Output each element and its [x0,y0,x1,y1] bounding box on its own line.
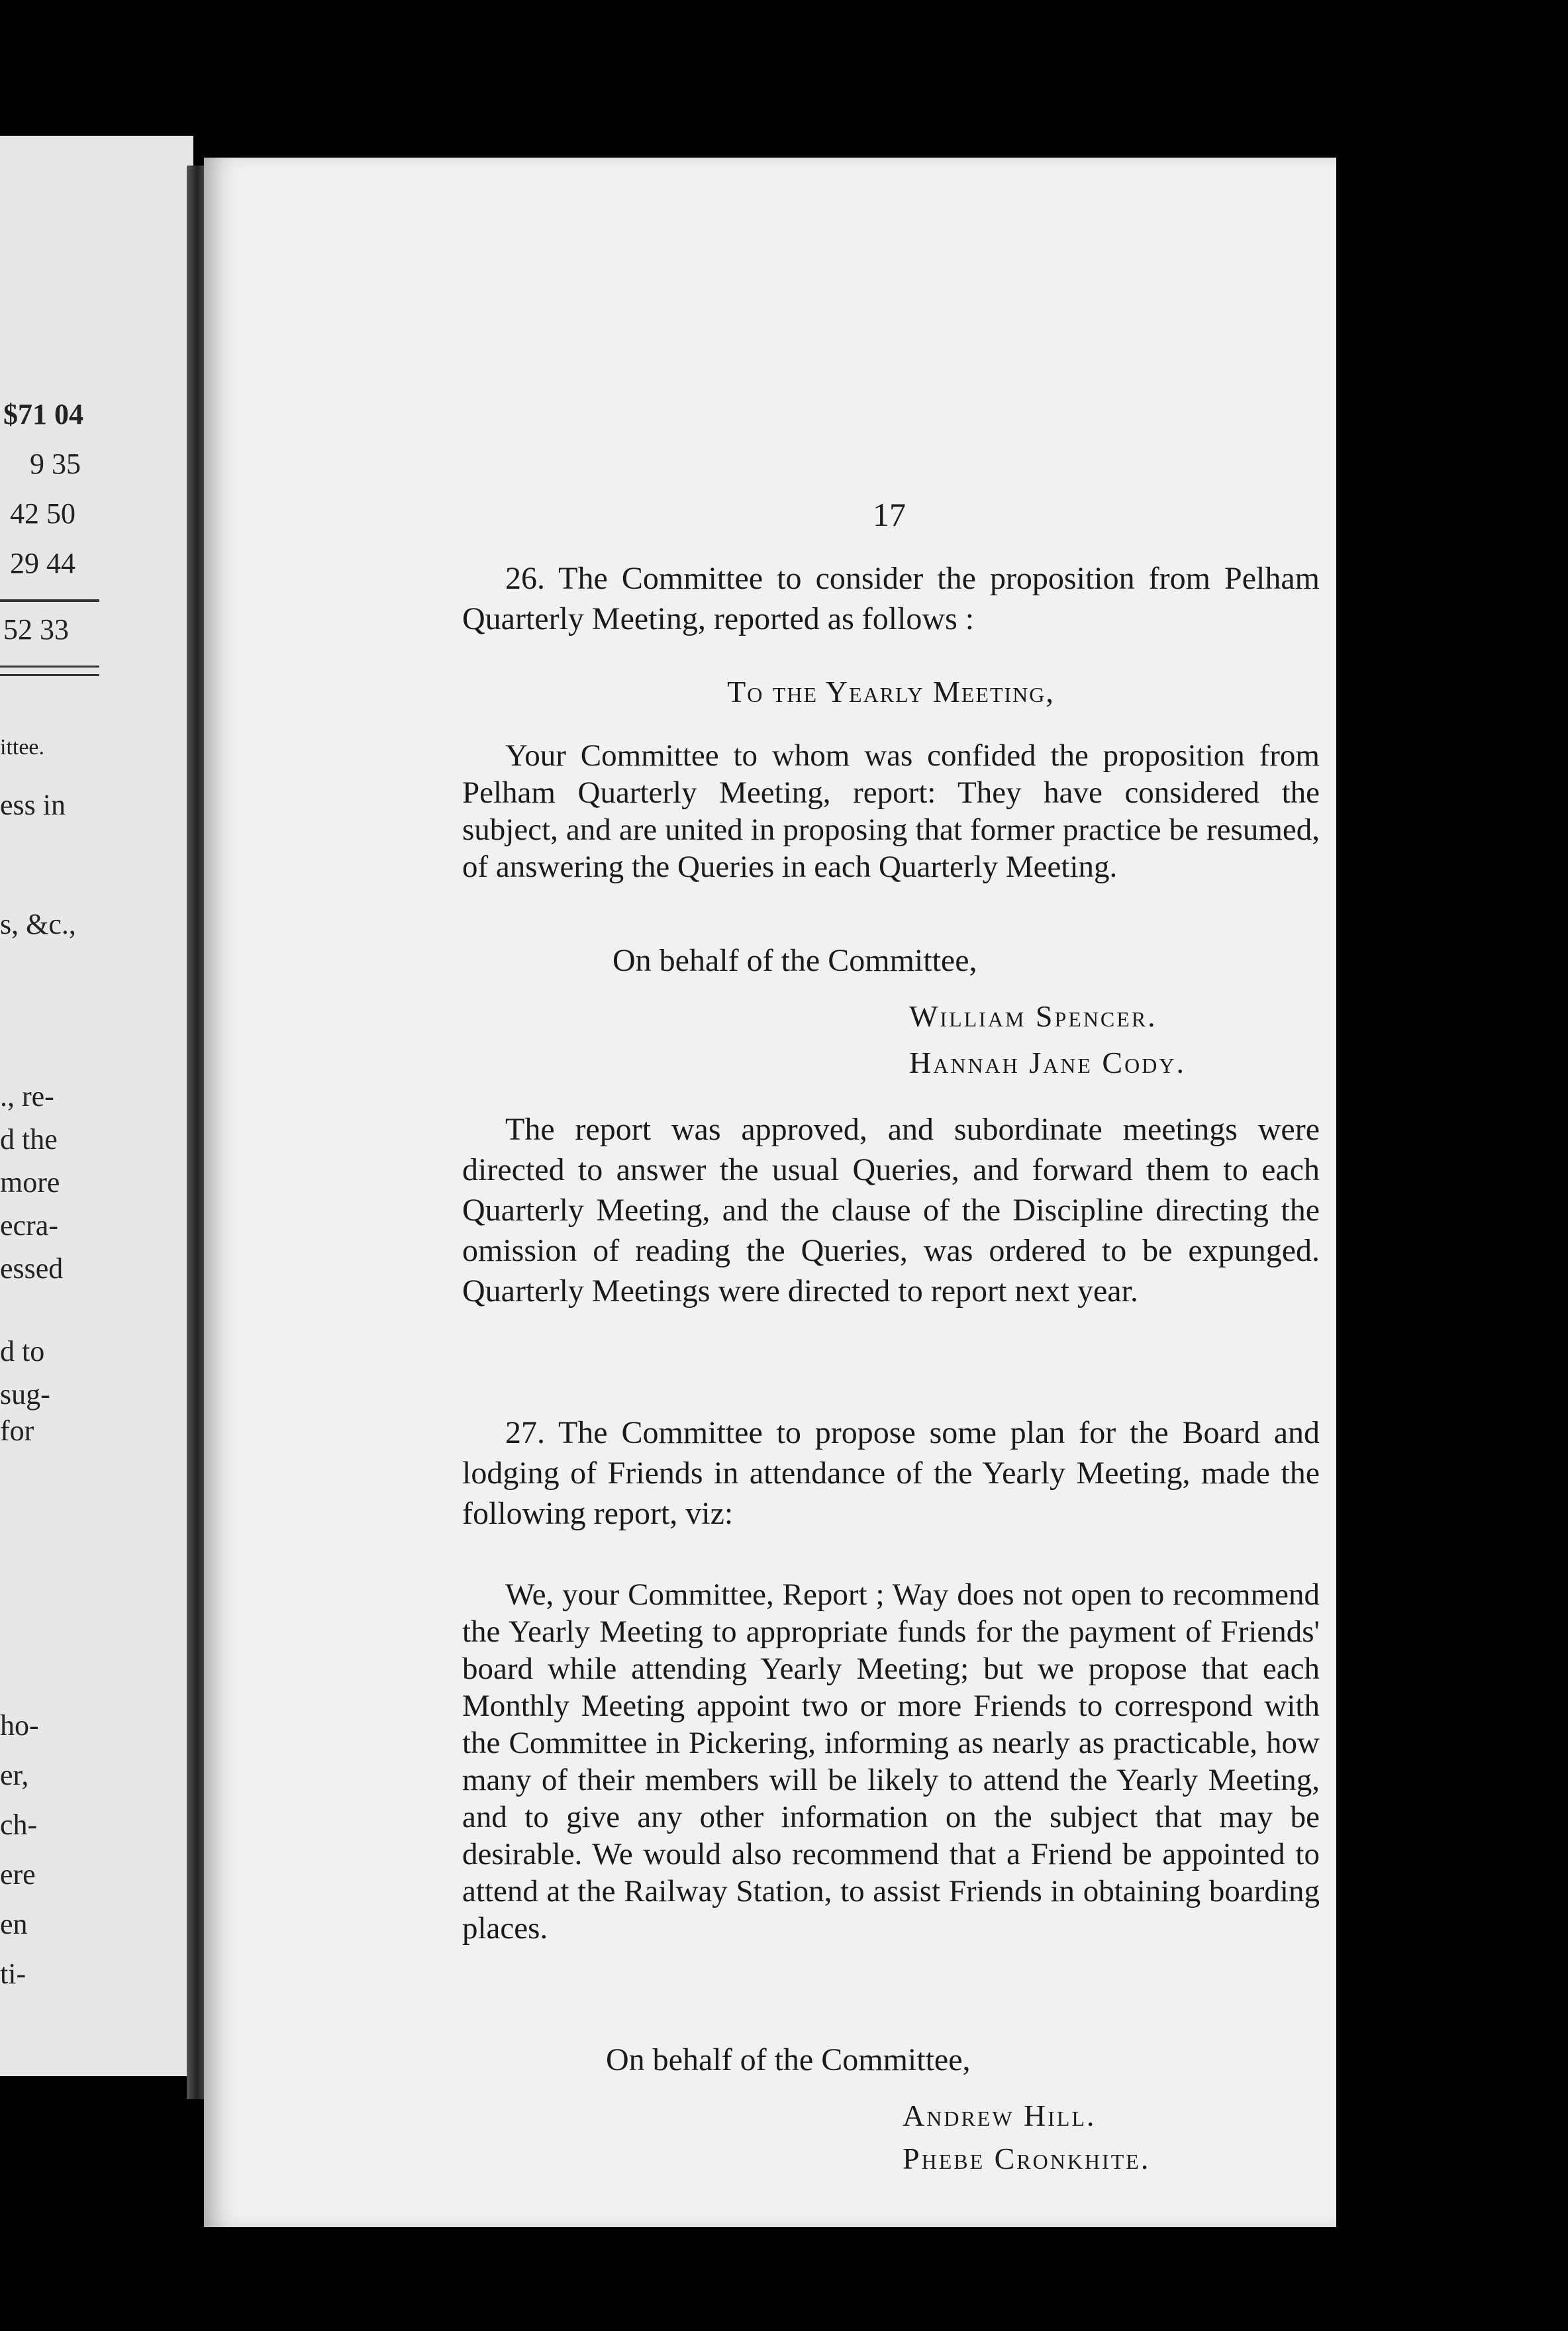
behalf-line: On behalf of the Committee, [612,943,977,978]
left-line: 52 33 [3,613,69,646]
left-line: ho- [0,1709,39,1742]
signer-name: Andrew Hill. [903,2099,1097,2132]
item-26-outcome: The report was approved, and subordinate meetings were directed to answer the usual Queries, and forward them to each Quarterly Meeting, and the clause of the Discipline directing the omission of reading the Queries, was ordered to be expunged. Quarterly Meetings were directed to report next year. [462,1112,1320,1309]
left-line: more [0,1166,60,1199]
left-line: essed [0,1252,64,1285]
left-line: ittee. [0,735,45,760]
left-line: 29 44 [10,547,75,579]
left-line: ti- [0,1958,26,1990]
item-27-intro: 27. The Committee to propose some plan for the Board and lodging of Friends in attendance of the Yearly Meeting, made the following report, viz: [462,1415,1320,1531]
left-line: sug- [0,1378,50,1411]
left-double-rule [0,666,99,676]
left-line: d to [0,1335,45,1367]
left-line: 9 35 [30,448,81,480]
left-line: er, [0,1759,29,1791]
item-27-report: We, your Committee, Report ; Way does not open to recommend the Yearly Meeting to appropriate funds for the payment of Friends' board while attending Yearly Meeting; but we propose that each Monthly Meeting appoint two or more Friends to correspond with the Committee in Pickering, informing as nearly as practicable, how many of their members will be likely to attend the Yearly Meeting, and to give any other information on the subject that may be desirable. We would also recommend that a Friend be appointed to attend at the Railway Station, to assist Friends in obtaining boarding places. [462,1577,1320,1946]
left-facing-page [0,136,193,2076]
document-page [204,158,1336,2227]
left-line: $71 04 [3,398,83,430]
behalf-line: On behalf of the Committee, [606,2042,971,2077]
left-line: s, &c., [0,908,76,940]
report-heading: To the Yearly Meeting, [727,675,1055,709]
item-26-report: Your Committee to whom was confided the proposition from Pelham Quarterly Meeting, report: They have considered the subject, and are united in proposing that former practice be resumed, of answering the Queries in each Quarterly Meeting. [462,738,1320,884]
left-line: for [0,1414,34,1447]
left-sum-rule [0,599,99,602]
left-line: ess in [0,789,66,821]
left-line: ecra- [0,1209,58,1242]
left-line: en [0,1908,28,1940]
left-line: ch- [0,1809,38,1841]
page-number: 17 [873,496,906,533]
left-line: d the [0,1123,58,1156]
book-gutter [187,166,204,2099]
signer-name: Hannah Jane Cody. [909,1046,1186,1079]
signer-name: William Spencer. [909,999,1157,1033]
signer-name: Phebe Cronkhite. [903,2142,1151,2175]
item-26-intro: 26. The Committee to consider the proposition from Pelham Quarterly Meeting, reported as follows : [462,561,1320,636]
left-line: ere [0,1858,36,1891]
left-line: ., re- [0,1080,54,1113]
left-line: 42 50 [10,497,75,530]
